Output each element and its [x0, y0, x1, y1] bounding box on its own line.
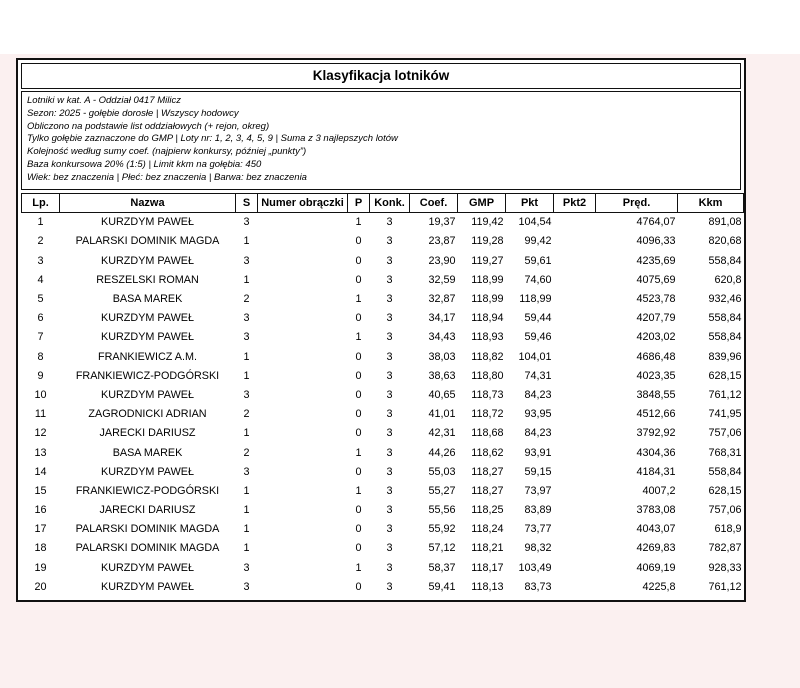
cell-pred: 4235,69	[636, 254, 676, 267]
cell-nazwa: KURZDYM PAWEŁ	[101, 580, 194, 593]
cell-s: 3	[243, 331, 250, 344]
cell-numer-obraczki	[258, 366, 348, 385]
cell-nazwa: BASA MAREK	[112, 446, 183, 459]
cell-gmp: 119,42	[471, 216, 504, 229]
report-parameter-line: Lotniki w kat. A - Oddział 0417 Milicz	[27, 95, 181, 106]
cell-pkt: 74,60	[524, 273, 552, 286]
cell-coef: 34,43	[428, 331, 456, 344]
cell-numer-obraczki	[258, 251, 348, 270]
cell-pkt: 59,15	[524, 465, 552, 478]
cell-konk: 3	[386, 446, 393, 459]
cell-numer-obraczki	[258, 577, 348, 596]
cell-pkt: 59,46	[524, 331, 552, 344]
table-row	[22, 539, 744, 558]
cell-konk: 3	[386, 369, 393, 382]
cell-coef: 55,56	[428, 504, 456, 517]
table-row	[22, 558, 744, 577]
column-header-p: P	[348, 193, 370, 212]
cell-coef: 59,41	[428, 580, 456, 593]
cell-s: 3	[243, 254, 250, 267]
cell-lp: 18	[34, 542, 47, 555]
cell-kkm: 741,95	[708, 408, 742, 421]
cell-lp: 3	[37, 254, 44, 267]
cell-kkm: 628,15	[708, 369, 742, 382]
report-parameter-line: Sezon: 2025 - gołębie dorosłe | Wszyscy hodowcy	[27, 107, 239, 119]
cell-s: 3	[243, 561, 250, 574]
cell-pkt2	[554, 501, 596, 520]
cell-konk: 3	[386, 523, 393, 536]
cell-lp: 1	[37, 216, 44, 229]
cell-coef: 55,03	[428, 465, 456, 478]
table-row	[22, 385, 744, 404]
cell-p: 0	[355, 369, 362, 382]
cell-konk: 3	[386, 273, 393, 286]
cell-numer-obraczki	[258, 270, 348, 289]
cell-pkt: 103,49	[518, 561, 552, 574]
column-header-pkt2: Pkt2	[554, 193, 596, 212]
cell-nazwa: KURZDYM PAWEŁ	[101, 331, 194, 344]
table-row	[22, 251, 744, 270]
cell-gmp: 118,13	[471, 580, 504, 593]
cell-pkt2	[554, 270, 596, 289]
table-row	[22, 328, 744, 347]
cell-konk: 3	[386, 350, 393, 363]
cell-konk: 3	[386, 465, 393, 478]
cell-numer-obraczki	[258, 520, 348, 539]
cell-konk: 3	[386, 388, 393, 401]
cell-nazwa: FRANKIEWICZ-PODGÓRSKI	[75, 484, 220, 497]
cell-kkm: 761,12	[708, 388, 742, 401]
cell-numer-obraczki	[258, 462, 348, 481]
cell-lp: 10	[34, 388, 47, 401]
cell-coef: 55,92	[428, 523, 456, 536]
cell-nazwa: FRANKIEWICZ-PODGÓRSKI	[75, 369, 220, 382]
cell-coef: 23,87	[428, 235, 456, 248]
cell-numer-obraczki	[258, 539, 348, 558]
table-row	[22, 424, 744, 443]
cell-nazwa: KURZDYM PAWEŁ	[101, 216, 194, 229]
cell-numer-obraczki	[258, 328, 348, 347]
cell-nazwa: ZAGRODNICKI ADRIAN	[88, 408, 207, 421]
cell-numer-obraczki	[258, 558, 348, 577]
cell-p: 0	[355, 465, 362, 478]
cell-kkm: 782,87	[708, 542, 742, 555]
cell-nazwa: JARECKI DARIUSZ	[99, 427, 196, 440]
cell-pkt: 93,95	[524, 408, 552, 421]
report-page	[16, 58, 746, 602]
cell-pred: 4225,8	[642, 580, 676, 593]
cell-pkt: 118,99	[519, 293, 552, 306]
cell-lp: 8	[37, 350, 44, 363]
cell-konk: 3	[386, 580, 393, 593]
cell-nazwa: FRANKIEWICZ A.M.	[98, 350, 197, 363]
table-row	[22, 577, 744, 596]
cell-konk: 3	[386, 542, 393, 555]
table-row	[22, 501, 744, 520]
cell-s: 3	[243, 465, 250, 478]
cell-pkt: 73,77	[524, 523, 552, 536]
cell-lp: 14	[34, 465, 47, 478]
table-row	[22, 212, 744, 232]
cell-gmp: 118,25	[471, 504, 504, 517]
cell-kkm: 558,84	[708, 331, 742, 344]
cell-kkm: 928,33	[708, 561, 742, 574]
table-row	[22, 443, 744, 462]
top-margin-strip	[0, 0, 800, 54]
table-row	[22, 347, 744, 366]
cell-lp: 19	[34, 561, 47, 574]
cell-pkt: 74,31	[524, 369, 552, 382]
cell-nazwa: KURZDYM PAWEŁ	[101, 254, 194, 267]
cell-kkm: 628,15	[708, 484, 742, 497]
cell-kkm: 620,8	[714, 273, 742, 286]
cell-pkt2	[554, 289, 596, 308]
cell-numer-obraczki	[258, 289, 348, 308]
cell-konk: 3	[386, 312, 393, 325]
cell-pred: 3783,08	[636, 504, 676, 517]
cell-p: 0	[355, 580, 362, 593]
cell-p: 0	[355, 312, 362, 325]
table-row	[22, 309, 744, 328]
cell-numer-obraczki	[258, 405, 348, 424]
cell-numer-obraczki	[258, 501, 348, 520]
cell-konk: 3	[386, 427, 393, 440]
report-parameter-line: Wiek: bez znaczenia | Płeć: bez znaczenia | Barwa: bez znaczenia	[27, 171, 307, 183]
cell-pkt2	[554, 347, 596, 366]
cell-lp: 7	[37, 331, 44, 344]
cell-konk: 3	[386, 504, 393, 517]
cell-gmp: 118,27	[471, 484, 504, 497]
results-table	[21, 193, 744, 597]
cell-kkm: 891,08	[708, 216, 742, 229]
cell-lp: 16	[34, 504, 47, 517]
cell-s: 1	[243, 484, 250, 497]
cell-gmp: 119,28	[471, 235, 504, 248]
cell-p: 1	[355, 446, 362, 459]
cell-nazwa: BASA MAREK	[112, 293, 183, 306]
cell-s: 1	[243, 427, 250, 440]
cell-pkt: 84,23	[524, 427, 552, 440]
cell-kkm: 757,06	[708, 504, 742, 517]
cell-s: 3	[243, 580, 250, 593]
cell-p: 0	[355, 235, 362, 248]
cell-konk: 3	[386, 216, 393, 229]
cell-pkt2	[554, 520, 596, 539]
cell-pkt2	[554, 385, 596, 404]
cell-coef: 42,31	[428, 427, 456, 440]
table-row	[22, 405, 744, 424]
column-header-s: S	[236, 193, 258, 212]
cell-gmp: 118,68	[471, 427, 504, 440]
cell-pred: 4203,02	[636, 331, 676, 344]
cell-gmp: 118,80	[471, 369, 504, 382]
cell-kkm: 558,84	[708, 254, 742, 267]
cell-coef: 23,90	[428, 254, 456, 267]
cell-lp: 20	[34, 580, 47, 593]
cell-gmp: 118,73	[471, 388, 504, 401]
cell-gmp: 118,99	[471, 293, 504, 306]
column-header-pkt: Pkt	[506, 193, 554, 212]
cell-kkm: 761,12	[708, 580, 742, 593]
cell-pkt: 98,32	[524, 542, 552, 555]
cell-pred: 3792,92	[636, 427, 676, 440]
cell-coef: 58,37	[428, 561, 456, 574]
table-row	[22, 462, 744, 481]
report-parameter-line: Baza konkursowa 20% (1:5) | Limit kkm na gołębia: 450	[27, 159, 262, 171]
cell-kkm: 618,9	[714, 523, 742, 536]
cell-pkt2	[554, 328, 596, 347]
cell-pkt2	[554, 481, 596, 500]
cell-nazwa: PALARSKI DOMINIK MAGDA	[75, 235, 220, 248]
cell-kkm: 757,06	[708, 427, 742, 440]
cell-pkt2	[554, 462, 596, 481]
cell-pkt: 84,23	[524, 388, 552, 401]
cell-pkt: 93,91	[524, 446, 552, 459]
cell-lp: 12	[34, 427, 47, 440]
cell-numer-obraczki	[258, 424, 348, 443]
cell-p: 0	[355, 388, 362, 401]
cell-gmp: 118,99	[471, 273, 504, 286]
cell-konk: 3	[386, 293, 393, 306]
cell-konk: 3	[386, 408, 393, 421]
cell-pred: 4096,33	[636, 235, 676, 248]
cell-p: 1	[355, 331, 362, 344]
cell-lp: 17	[34, 523, 47, 536]
cell-coef: 40,65	[428, 388, 456, 401]
cell-coef: 57,12	[428, 542, 456, 555]
cell-pkt: 59,44	[524, 312, 552, 325]
cell-konk: 3	[386, 235, 393, 248]
cell-pred: 4043,07	[636, 523, 676, 536]
cell-pkt2	[554, 577, 596, 596]
cell-p: 0	[355, 427, 362, 440]
cell-s: 1	[243, 504, 250, 517]
cell-kkm: 932,46	[708, 293, 742, 306]
cell-pkt2	[554, 309, 596, 328]
cell-coef: 44,26	[428, 446, 456, 459]
cell-coef: 19,37	[428, 216, 456, 229]
cell-konk: 3	[386, 331, 393, 344]
cell-s: 2	[243, 408, 250, 421]
cell-s: 3	[243, 388, 250, 401]
cell-nazwa: JARECKI DARIUSZ	[99, 504, 196, 517]
cell-pred: 4069,19	[636, 561, 676, 574]
column-header-konk: Konk.	[370, 193, 410, 212]
cell-pkt: 99,42	[524, 235, 552, 248]
cell-numer-obraczki	[258, 309, 348, 328]
cell-pred: 4304,36	[636, 446, 676, 459]
cell-p: 1	[355, 293, 362, 306]
cell-nazwa: KURZDYM PAWEŁ	[101, 388, 194, 401]
cell-lp: 5	[37, 293, 44, 306]
cell-gmp: 118,21	[471, 542, 504, 555]
cell-pkt2	[554, 212, 596, 232]
report-parameter-line: Tylko gołębie zaznaczone do GMP | Loty nr: 1, 2, 3, 4, 5, 9 | Suma z 3 najlepszych lotów	[27, 133, 398, 145]
cell-gmp: 119,27	[471, 254, 504, 267]
cell-lp: 6	[37, 312, 44, 325]
cell-gmp: 118,82	[471, 350, 504, 363]
cell-coef: 55,27	[428, 484, 456, 497]
report-title: Klasyfikacja lotników	[21, 63, 741, 89]
cell-p: 0	[355, 254, 362, 267]
cell-numer-obraczki	[258, 347, 348, 366]
cell-pred: 4207,79	[636, 312, 676, 325]
cell-pkt2	[554, 424, 596, 443]
cell-coef: 38,63	[428, 369, 456, 382]
cell-gmp: 118,72	[471, 408, 504, 421]
cell-pkt: 104,01	[518, 350, 552, 363]
cell-s: 1	[243, 523, 250, 536]
cell-p: 1	[355, 216, 362, 229]
table-row	[22, 366, 744, 385]
column-header-gmp: GMP	[458, 193, 506, 212]
cell-nazwa: KURZDYM PAWEŁ	[101, 561, 194, 574]
cell-pred: 4023,35	[636, 369, 676, 382]
cell-s: 1	[243, 350, 250, 363]
cell-gmp: 118,62	[471, 446, 504, 459]
cell-s: 1	[243, 369, 250, 382]
report-parameter-line: Kolejność według sumy coef. (najpierw konkursy, później „punkty”)	[27, 146, 307, 158]
cell-p: 1	[355, 561, 362, 574]
cell-pkt: 59,61	[524, 254, 552, 267]
cell-konk: 3	[386, 254, 393, 267]
cell-pkt2	[554, 539, 596, 558]
cell-coef: 34,17	[428, 312, 456, 325]
cell-gmp: 118,94	[471, 312, 504, 325]
table-header-row	[22, 193, 744, 212]
cell-lp: 9	[37, 369, 44, 382]
cell-p: 0	[355, 542, 362, 555]
cell-pkt2	[554, 405, 596, 424]
cell-konk: 3	[386, 561, 393, 574]
report-parameter-line: Obliczono na podstawie list oddziałowych (+ rejon, okreg)	[27, 120, 270, 132]
cell-lp: 2	[37, 235, 44, 248]
cell-lp: 15	[34, 484, 47, 497]
cell-kkm: 768,31	[708, 446, 742, 459]
table-row	[22, 289, 744, 308]
cell-gmp: 118,93	[471, 331, 504, 344]
cell-pkt: 83,89	[524, 504, 552, 517]
cell-s: 1	[243, 235, 250, 248]
table-row	[22, 520, 744, 539]
column-header-numer-obraczki: Numer obrączki	[258, 193, 348, 212]
cell-kkm: 558,84	[708, 312, 742, 325]
cell-kkm: 820,68	[708, 235, 742, 248]
cell-pred: 4523,78	[636, 293, 676, 306]
cell-lp: 11	[34, 408, 47, 421]
cell-p: 0	[355, 273, 362, 286]
column-header-nazwa: Nazwa	[60, 193, 236, 212]
cell-numer-obraczki	[258, 443, 348, 462]
cell-lp: 4	[37, 273, 44, 286]
column-header-pred: Pręd.	[596, 193, 678, 212]
cell-pred: 4269,83	[636, 542, 676, 555]
cell-lp: 13	[34, 446, 47, 459]
cell-pred: 4686,48	[636, 350, 676, 363]
cell-gmp: 118,27	[471, 465, 504, 478]
column-header-coef: Coef.	[410, 193, 458, 212]
cell-p: 0	[355, 504, 362, 517]
cell-gmp: 118,24	[471, 523, 504, 536]
report-parameters	[21, 91, 741, 190]
cell-pkt: 104,54	[518, 216, 552, 229]
table-row	[22, 270, 744, 289]
cell-p: 0	[355, 523, 362, 536]
cell-pkt: 83,73	[524, 580, 552, 593]
cell-pred: 4007,2	[642, 484, 676, 497]
cell-konk: 3	[386, 484, 393, 497]
cell-p: 0	[355, 408, 362, 421]
cell-s: 1	[243, 273, 250, 286]
cell-pred: 4075,69	[636, 273, 676, 286]
column-header-kkm: Kkm	[678, 193, 744, 212]
cell-p: 0	[355, 350, 362, 363]
cell-kkm: 558,84	[708, 465, 742, 478]
cell-pred: 3848,55	[636, 388, 676, 401]
cell-pred: 4184,31	[636, 465, 676, 478]
cell-p: 1	[355, 484, 362, 497]
cell-pkt2	[554, 251, 596, 270]
cell-coef: 32,59	[428, 273, 456, 286]
cell-numer-obraczki	[258, 232, 348, 251]
cell-numer-obraczki	[258, 385, 348, 404]
cell-numer-obraczki	[258, 481, 348, 500]
cell-s: 3	[243, 312, 250, 325]
cell-s: 2	[243, 446, 250, 459]
cell-nazwa: KURZDYM PAWEŁ	[101, 312, 194, 325]
cell-nazwa: RESZELSKI ROMAN	[96, 273, 199, 286]
cell-pred: 4512,66	[636, 408, 676, 421]
cell-s: 2	[243, 293, 250, 306]
cell-coef: 41,01	[428, 408, 456, 421]
cell-pkt2	[554, 558, 596, 577]
table-row	[22, 232, 744, 251]
cell-pkt: 73,97	[524, 484, 552, 497]
cell-gmp: 118,17	[471, 561, 504, 574]
cell-pkt2	[554, 232, 596, 251]
cell-s: 1	[243, 542, 250, 555]
cell-nazwa: KURZDYM PAWEŁ	[101, 465, 194, 478]
column-header-lp: Lp.	[22, 193, 60, 212]
cell-coef: 38,03	[428, 350, 456, 363]
cell-coef: 32,87	[428, 293, 456, 306]
table-row	[22, 481, 744, 500]
cell-pkt2	[554, 443, 596, 462]
cell-pkt2	[554, 366, 596, 385]
cell-pred: 4764,07	[636, 216, 676, 229]
cell-s: 3	[243, 216, 250, 229]
cell-nazwa: PALARSKI DOMINIK MAGDA	[75, 542, 220, 555]
cell-nazwa: PALARSKI DOMINIK MAGDA	[75, 523, 220, 536]
cell-numer-obraczki	[258, 212, 348, 232]
cell-kkm: 839,96	[708, 350, 742, 363]
